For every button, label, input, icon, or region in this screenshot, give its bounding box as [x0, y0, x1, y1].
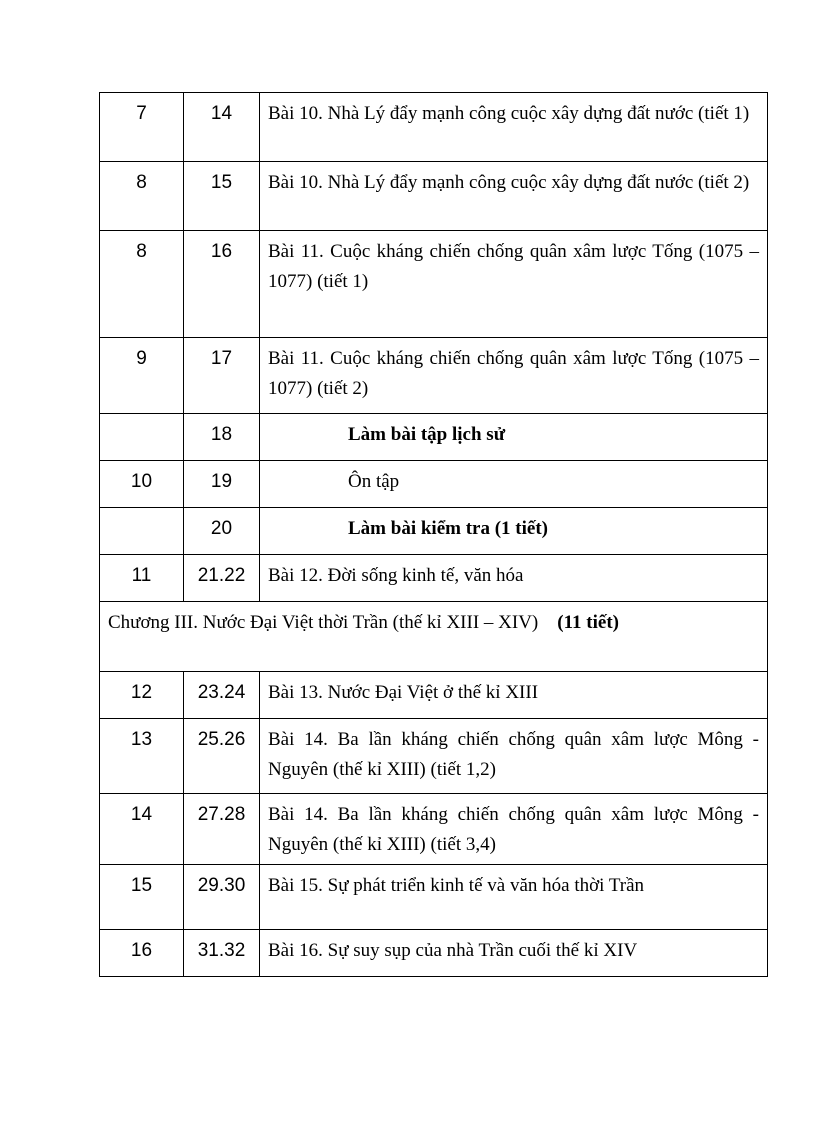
lesson-cell: Bài 14. Ba lần kháng chiến chống quân xâm lược Mông - Nguyên (thế kỉ XIII) (tiết 1,2)	[260, 719, 768, 794]
week-cell	[100, 414, 184, 461]
week-cell: 16	[100, 930, 184, 977]
table-row	[100, 414, 768, 461]
period-cell: 20	[184, 508, 260, 555]
table-row	[100, 231, 768, 338]
table-row	[100, 338, 768, 414]
table-row	[100, 865, 768, 930]
table-row	[100, 672, 768, 719]
week-cell: 8	[100, 162, 184, 231]
period-cell: 16	[184, 231, 260, 338]
lesson-cell: Bài 13. Nước Đại Việt ở thế kỉ XIII	[260, 672, 768, 719]
lesson-cell: Bài 16. Sự suy sụp của nhà Trần cuối thế kỉ XIV	[260, 930, 768, 977]
period-cell: 14	[184, 93, 260, 162]
lesson-cell: Bài 14. Ba lần kháng chiến chống quân xâm lược Mông - Nguyên (thế kỉ XIII) (tiết 3,4)	[260, 794, 768, 865]
period-cell: 21.22	[184, 555, 260, 602]
lesson-plan-table	[99, 92, 768, 977]
period-cell: 27.28	[184, 794, 260, 865]
period-cell: 19	[184, 461, 260, 508]
week-cell: 12	[100, 672, 184, 719]
week-cell: 10	[100, 461, 184, 508]
table-row	[100, 93, 768, 162]
lesson-cell: Bài 15. Sự phát triển kinh tế và văn hóa thời Trần	[260, 865, 768, 930]
week-cell: 8	[100, 231, 184, 338]
table-row	[100, 508, 768, 555]
week-cell: 11	[100, 555, 184, 602]
lesson-cell: Bài 11. Cuộc kháng chiến chống quân xâm lược Tống (1075 – 1077) (tiết 1)	[260, 231, 768, 338]
table-row	[100, 794, 768, 865]
period-cell: 31.32	[184, 930, 260, 977]
chapter-periods: (11 tiết)	[557, 612, 619, 633]
period-cell: 17	[184, 338, 260, 414]
chapter-title: Chương III. Nước Đại Việt thời Trần (thế kỉ XIII – XIV)	[108, 612, 539, 633]
table-row	[100, 461, 768, 508]
table-row	[100, 719, 768, 794]
period-cell: 15	[184, 162, 260, 231]
week-cell: 13	[100, 719, 184, 794]
week-cell: 14	[100, 794, 184, 865]
lesson-cell: Ôn tập	[260, 461, 768, 508]
week-cell: 15	[100, 865, 184, 930]
chapter-row	[100, 602, 768, 672]
lesson-cell: Bài 10. Nhà Lý đẩy mạnh công cuộc xây dựng đất nước (tiết 1)	[260, 93, 768, 162]
week-cell: 9	[100, 338, 184, 414]
lesson-cell: Làm bài tập lịch sử	[260, 414, 768, 461]
period-cell: 23.24	[184, 672, 260, 719]
lesson-cell: Bài 10. Nhà Lý đẩy mạnh công cuộc xây dựng đất nước (tiết 2)	[260, 162, 768, 231]
chapter-heading	[100, 602, 768, 672]
lesson-cell: Bài 12. Đời sống kinh tế, văn hóa	[260, 555, 768, 602]
lesson-cell: Bài 11. Cuộc kháng chiến chống quân xâm lược Tống (1075 – 1077) (tiết 2)	[260, 338, 768, 414]
table-row	[100, 555, 768, 602]
lesson-cell: Làm bài kiểm tra (1 tiết)	[260, 508, 768, 555]
period-cell: 29.30	[184, 865, 260, 930]
week-cell: 7	[100, 93, 184, 162]
table-row	[100, 930, 768, 977]
week-cell	[100, 508, 184, 555]
period-cell: 18	[184, 414, 260, 461]
period-cell: 25.26	[184, 719, 260, 794]
table-row	[100, 162, 768, 231]
